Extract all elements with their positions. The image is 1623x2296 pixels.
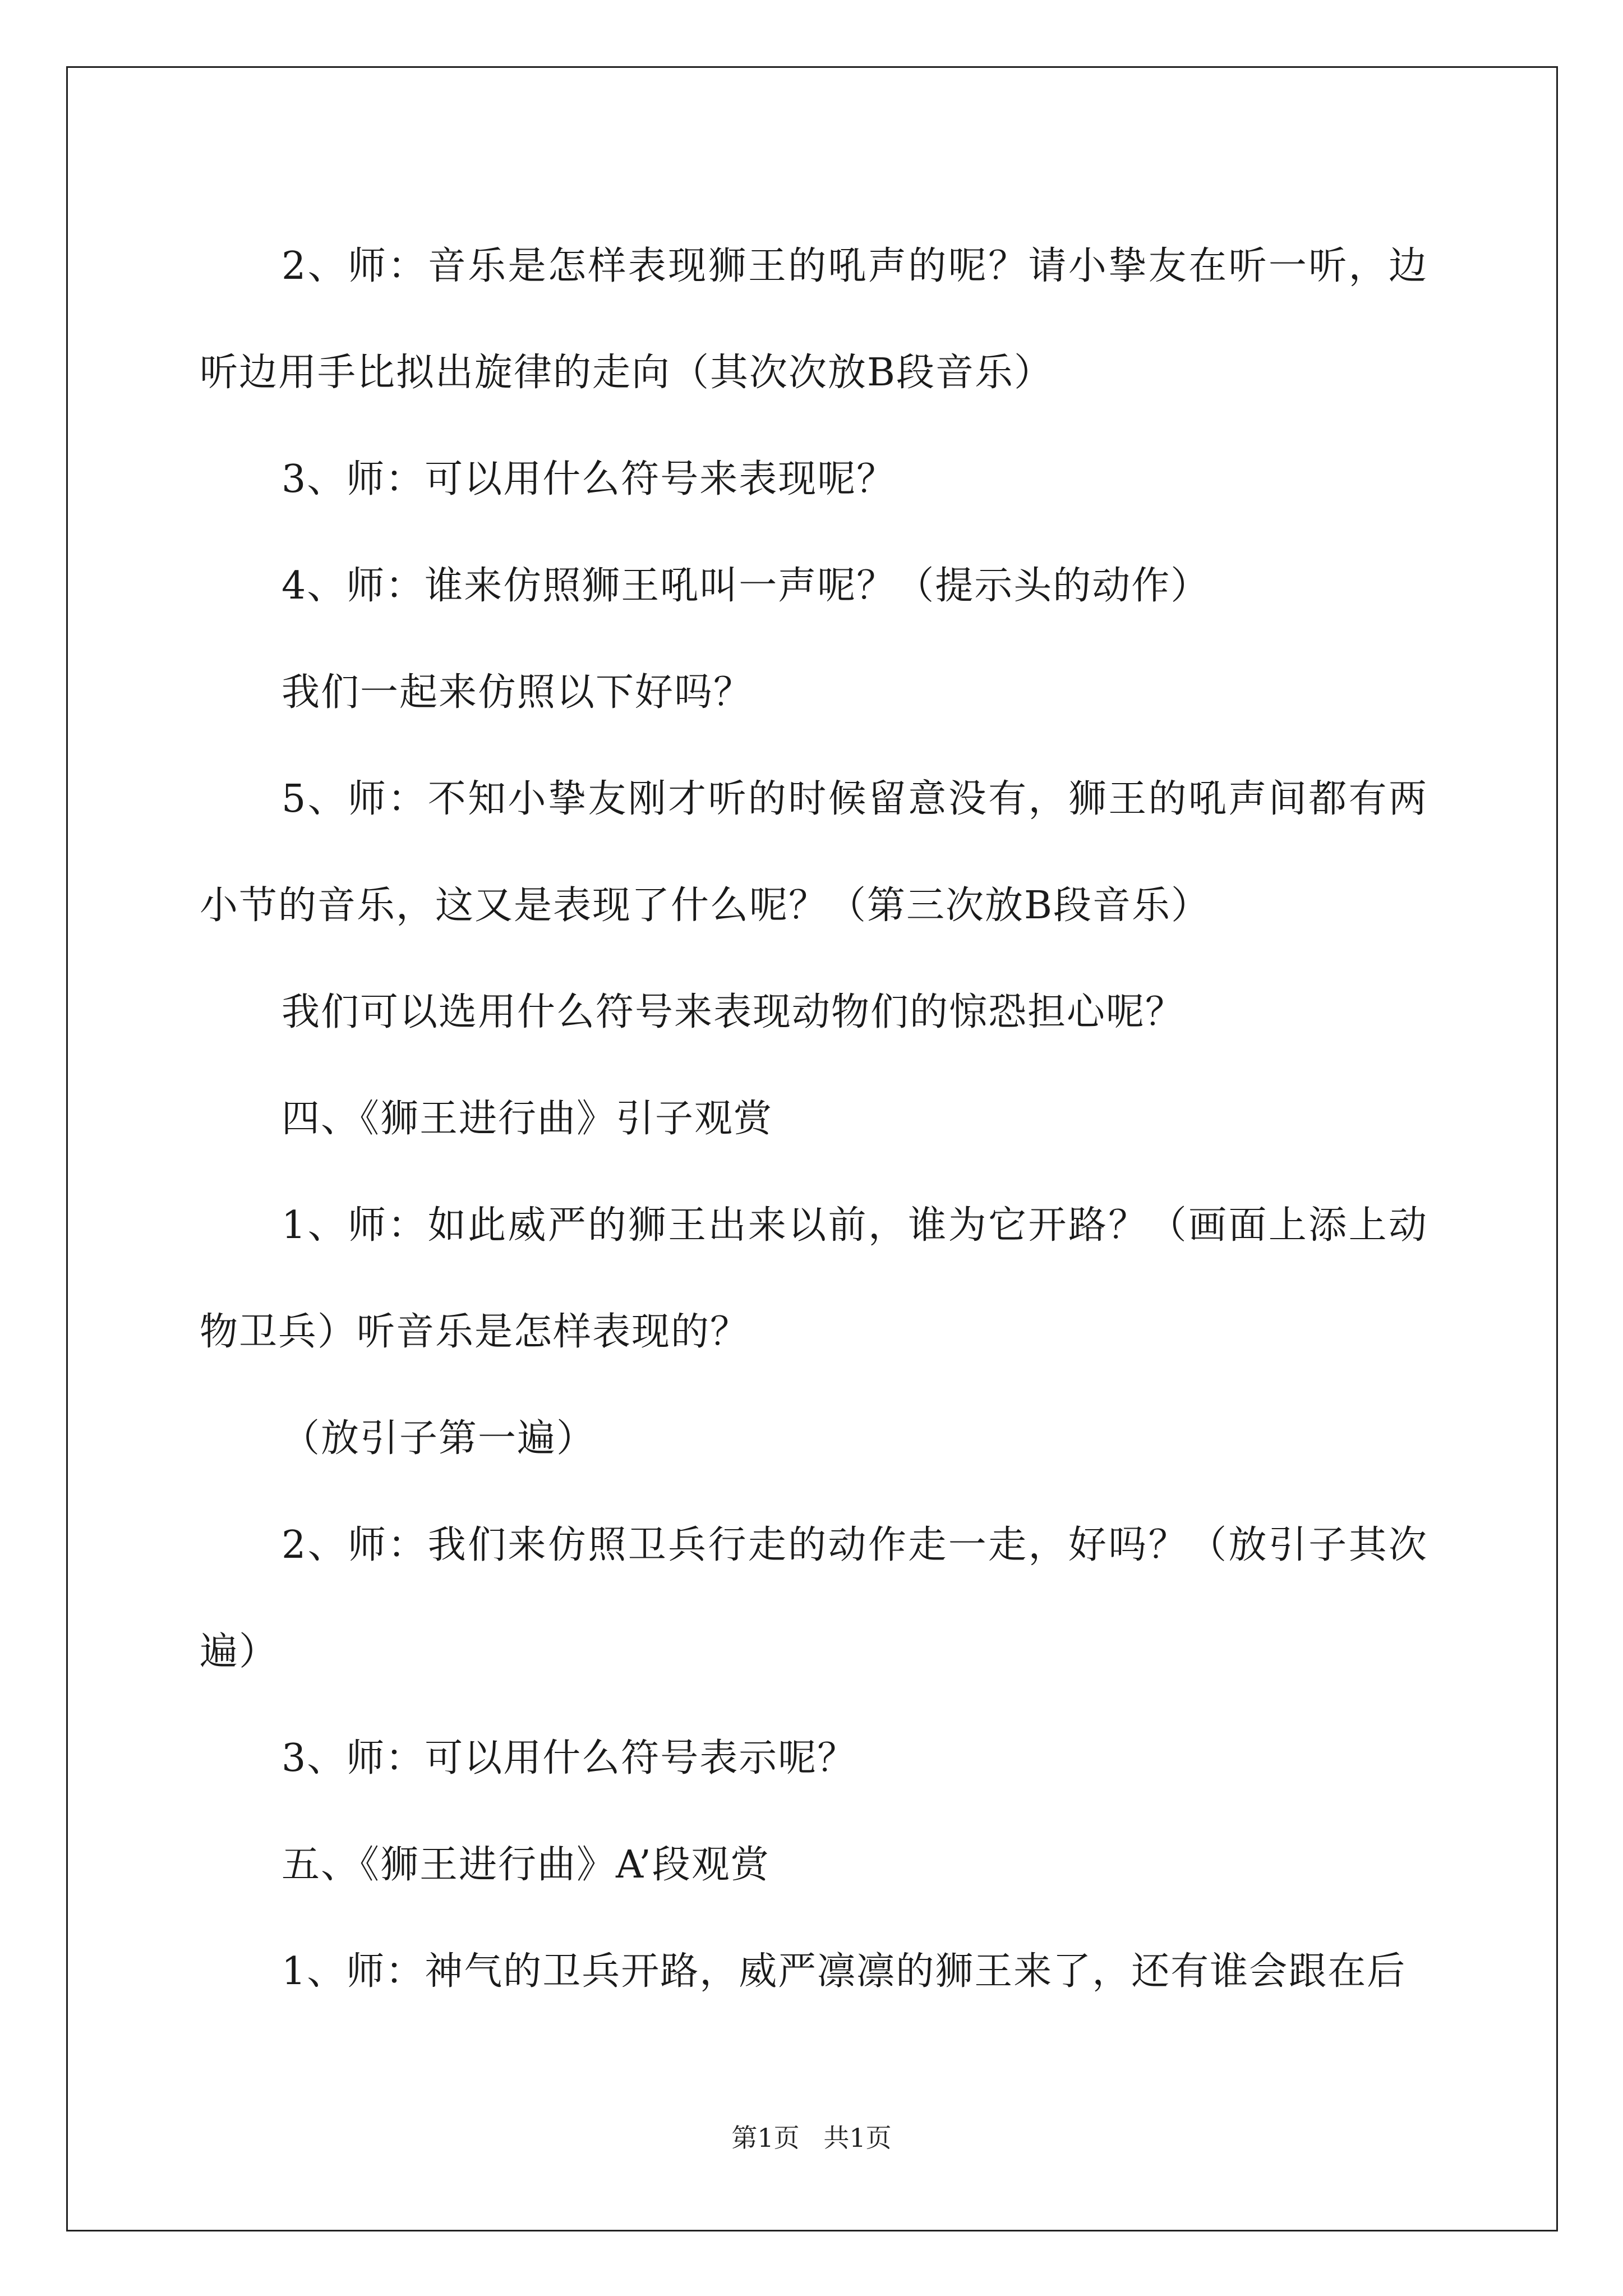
- paragraph-10: 3、师：可以用什么符号表示呢？: [282, 1736, 857, 1780]
- paragraph-5: 5、师：不知小挚友刚才听的时候留意没有，狮王的吼声间都有两小节的音乐，这又是表现了什么呢？（第三次放B段音乐）: [200, 777, 1428, 928]
- document-body: [200, 213, 1428, 2025]
- paragraph-7: 1、师：如此威严的狮王出来以前，谁为它开路？（画面上添上动物卫兵）听音乐是怎样表现的？: [200, 1203, 1428, 1354]
- paragraph-9: 2、师：我们来仿照卫兵行走的动作走一走，好吗？（放引子其次遍）: [200, 1523, 1428, 1674]
- page-number-total: 共1页: [823, 2123, 892, 2153]
- page-number-current: 第1页: [731, 2123, 800, 2153]
- paragraph-4: 我们一起来仿照以下好吗？: [282, 670, 753, 715]
- page-footer: [0, 2118, 1623, 2155]
- paragraph-6: 我们可以选用什么符号来表现动物们的惊恐担心呢？: [282, 990, 1185, 1034]
- paragraph-8: （放引子第一遍）: [282, 1416, 596, 1461]
- paragraph-2: 3、师：可以用什么符号来表现呢？: [282, 457, 896, 501]
- paragraph-11: 1、师：神气的卫兵开路，威严凛凛的狮王来了，还有谁会跟在后: [282, 1949, 1407, 1994]
- section-heading-5: 五、《狮王进行曲》A’段观赏: [282, 1843, 770, 1887]
- paragraph-1: 2、师：音乐是怎样表现狮王的吼声的呢？请小挚友在听一听，边听边用手比拟出旋律的走向（其次次放B段音乐）: [200, 244, 1428, 395]
- section-heading-4: 四、《狮王进行曲》引子观赏: [282, 1097, 773, 1141]
- paragraph-3: 4、师：谁来仿照狮王吼叫一声呢？（提示头的动作）: [282, 564, 1210, 608]
